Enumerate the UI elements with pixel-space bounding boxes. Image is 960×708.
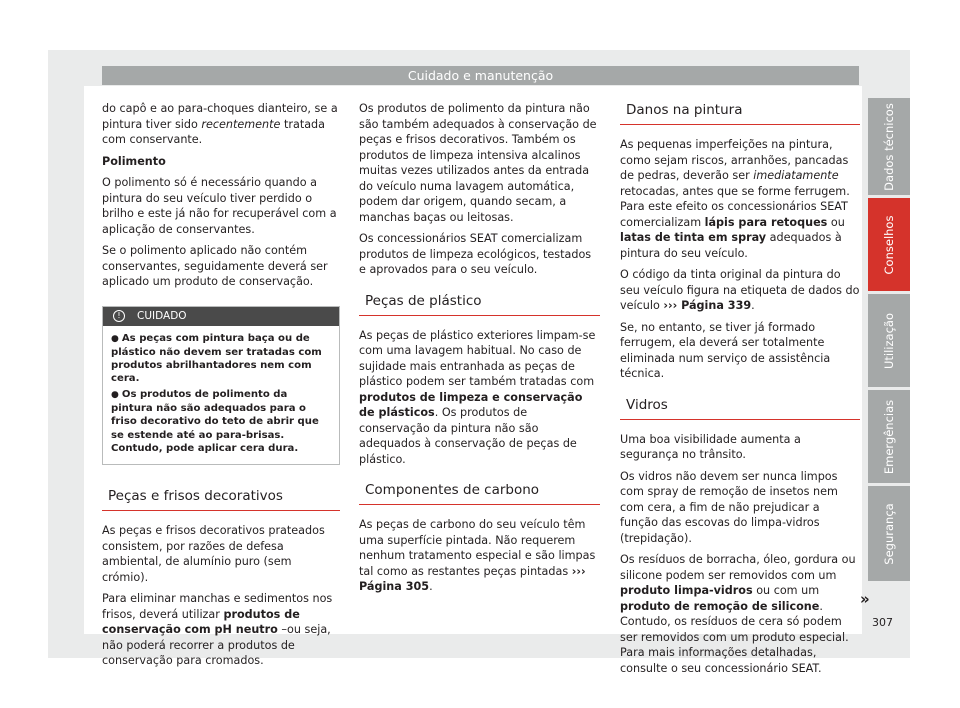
section-title-pecas-frisos: Peças e frisos decorativos [102,487,340,511]
bullet-icon: ● [111,333,119,344]
tab-conselhos[interactable]: Conselhos [868,198,910,291]
column-2 [359,101,600,601]
section-title-pecas-plastico: Peças de plástico [359,292,600,316]
paragraph: Os concessionários SEAT comercializam produtos de limpeza ecológicos, testados e aprovados para o seu veículo. [359,232,592,276]
bullet-icon: ● [111,389,119,400]
caution-body [103,326,339,465]
section-title-vidros: Vidros [620,396,860,420]
column-3 [620,101,860,682]
paragraph: Os vidros não devem ser nunca limpos com spray de remoção de insetos nem com cera, a fim de não prejudicar a função das escovas do limpa-vidros (trepidação). [620,469,838,545]
continue-arrow-icon: » [860,590,870,608]
caution-label: CUIDADO [137,309,187,322]
caution-item: ● As peças com pintura baça ou de plástico não devem ser tratadas com produtos abrilhantadores nem com cera. [111,332,322,385]
paragraph: As peças e frisos decorativos prateados consistem, por razões de defesa ambiental, de alumínio puro (sem crómio). [102,524,325,584]
paragraph: Uma boa visibilidade aumenta a segurança no trânsito. [620,432,801,461]
chapter-header [102,66,859,85]
column-1 [102,101,340,675]
paragraph: Os produtos de polimento da pintura não são também adequados à conservação de peças e frisos decorativos. Também os produtos de limpeza intensiva alcalinos muitas vezes utilizados antes da entrada do veículo numa lavagem automática, podem dar origem, quando secam, a manchas baças ou leitosas. [359,102,597,224]
section-title-carbono: Componentes de carbono [359,481,600,505]
tab-seguranca[interactable]: Segurança [868,486,910,581]
caution-header [103,307,339,326]
section-title-danos-pintura: Danos na pintura [620,101,860,125]
warning-icon: ! [113,310,125,322]
paragraph: do capô e ao para-choques dianteiro, se a pintura tiver sido recentemente tratada com conservante. [102,102,338,146]
page-reference-link[interactable]: ››› Página 305 [359,564,586,593]
polimento-heading: Polimento [102,154,166,168]
paragraph: As peças de carbono do seu veículo têm uma superfície pintada. Não requerem nenhum tratamento especial e são limpas tal como as restantes peças pintadas ››› Página 305. [359,518,596,593]
page-number: 307 [872,616,893,629]
caution-box [102,306,340,466]
paragraph: O código da tinta original da pintura do seu veículo figura na etiqueta de dados do veículo ››› Página 339. [620,268,860,312]
chapter-title: Cuidado e manutenção [407,68,554,83]
caution-item: ● Os produtos de polimento da pintura não são adequados para o friso decorativo do teto de abrir que se estende até ao para-brisas. Contudo, pode aplicar cera dura. [111,388,319,454]
paragraph: As pequenas imperfeições na pintura, como sejam riscos, arranhões, pancadas de pedras, deverão ser imediatamente retocadas, antes que se forme ferrugem. Para este efeito os concessionários SEAT comercializam lápis para retoques ou latas de tinta em spray adequados à pintura do seu veículo. [620,138,850,260]
tab-emergencias[interactable]: Emergências [868,390,910,483]
paragraph: As peças de plástico exteriores limpam-se com uma lavagem habitual. No caso de sujidade mais entranhada as peças de plástico podem ser também tratadas com produtos de limpeza e conservação de plásticos. Os produtos de conservação da pintura não são adequados à conservação de peças de plástico. [359,328,596,466]
paragraph: O polimento só é necessário quando a pintura do seu veículo tiver perdido o brilho e este já não for recuperável com a aplicação de conservantes. [102,176,337,236]
page-reference-link[interactable]: ››› Página 339 [663,299,752,312]
paragraph: Para eliminar manchas e sedimentos nos frisos, deverá utilizar produtos de conservação com pH neutro –ou seja, não poderá recorrer a produtos de conservação para cromados. [102,592,333,668]
tab-dados-tecnicos[interactable]: Dados técnicos [868,98,910,195]
tab-utilizacao[interactable]: Utilização [868,294,910,387]
paragraph: Se, no entanto, se tiver já formado ferrugem, ela deverá ser totalmente eliminada num serviço de assistência técnica. [620,320,831,380]
paragraph: Os resíduos de borracha, óleo, gordura ou silicone podem ser removidos com um produto limpa-vidros ou com um produto de remoção de silicone. Contudo, os resíduos de cera só podem ser removidos com um produto especial. Para mais informações detalhadas, consulte o seu concessionário SEAT. [620,553,856,675]
paragraph: Se o polimento aplicado não contém conservantes, seguidamente deverá ser aplicado um produto de conservação. [102,244,328,288]
